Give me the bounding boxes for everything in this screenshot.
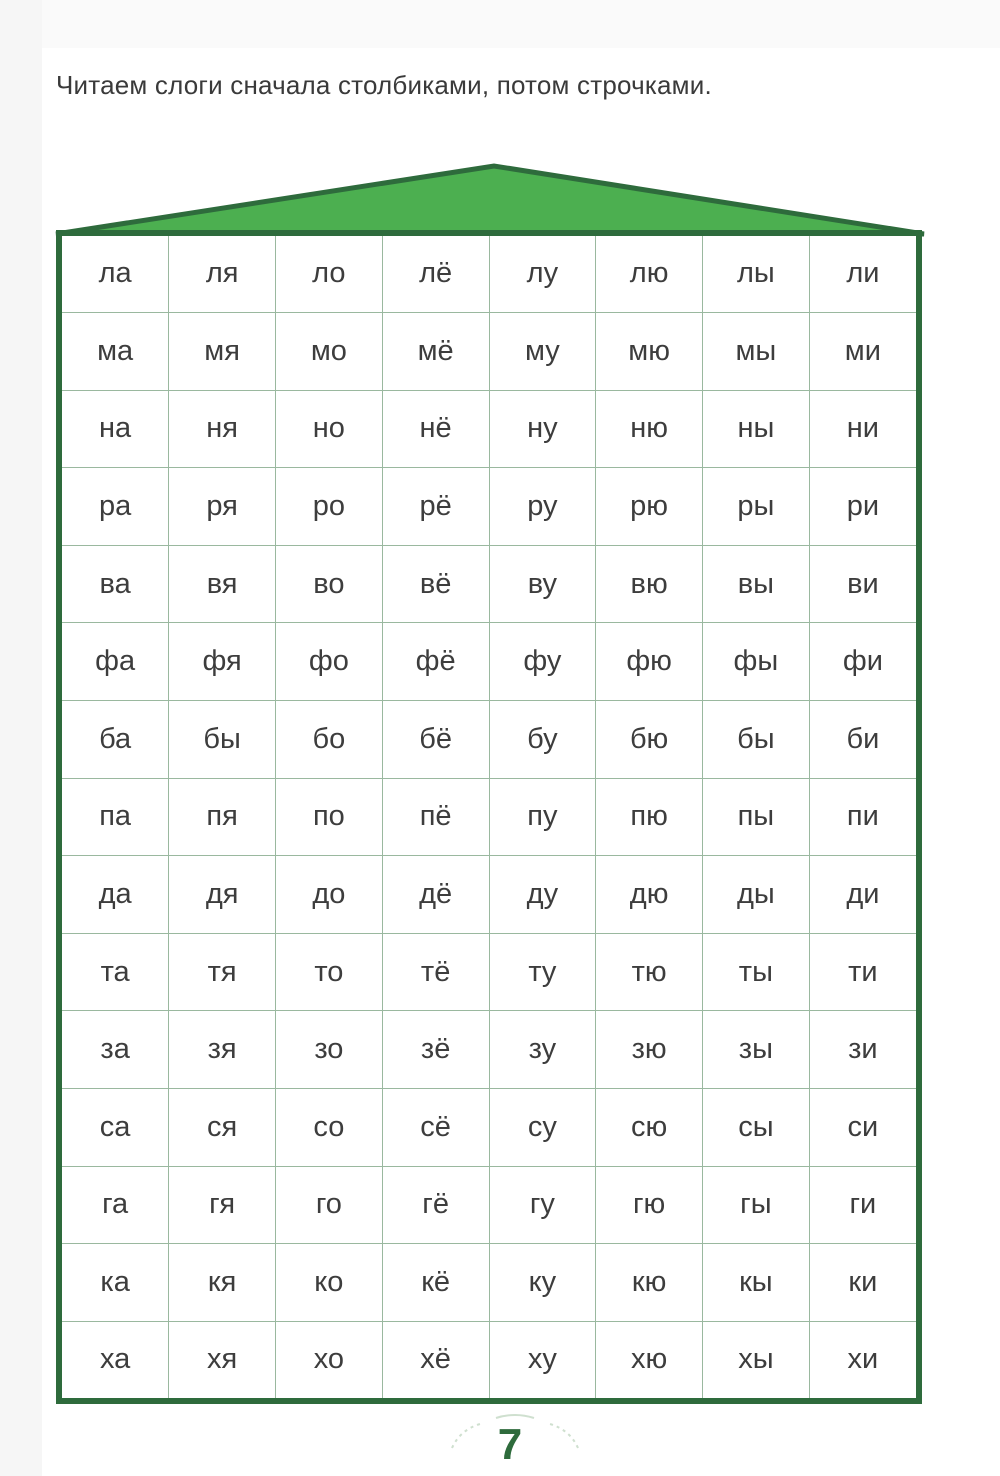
- syllable-cell: пи: [809, 778, 916, 856]
- syllable-cell: на: [62, 390, 169, 468]
- syllable-cell: хя: [169, 1321, 276, 1398]
- syllable-cell: ри: [809, 468, 916, 546]
- page-number: 7: [497, 1420, 523, 1469]
- syllable-cell: со: [276, 1089, 383, 1167]
- syllable-cell: гё: [382, 1166, 489, 1244]
- syllable-cell: фи: [809, 623, 916, 701]
- page-left-margin: [0, 0, 42, 1476]
- syllable-cell: мё: [382, 312, 489, 390]
- syllable-row: [62, 1321, 916, 1398]
- syllable-cell: пу: [489, 778, 596, 856]
- syllable-cell: дя: [169, 856, 276, 934]
- syllable-cell: да: [62, 856, 169, 934]
- syllable-row: [62, 856, 916, 934]
- syllable-cell: кя: [169, 1244, 276, 1322]
- syllable-cell: ся: [169, 1089, 276, 1167]
- syllable-cell: рю: [596, 468, 703, 546]
- syllable-cell: ря: [169, 468, 276, 546]
- syllable-cell: лю: [596, 236, 703, 312]
- syllable-cell: ту: [489, 933, 596, 1011]
- syllable-cell: за: [62, 1011, 169, 1089]
- syllable-cell: зо: [276, 1011, 383, 1089]
- syllable-cell: ню: [596, 390, 703, 468]
- syllable-cell: ды: [703, 856, 810, 934]
- syllable-cell: ры: [703, 468, 810, 546]
- syllable-cell: ки: [809, 1244, 916, 1322]
- syllable-row: [62, 1011, 916, 1089]
- syllable-cell: гя: [169, 1166, 276, 1244]
- syllable-cell: ня: [169, 390, 276, 468]
- syllable-cell: ро: [276, 468, 383, 546]
- syllable-cell: бы: [169, 701, 276, 779]
- instruction-text: Читаем слоги сначала столбиками, потом строчками.: [56, 70, 712, 100]
- syllable-cell: ви: [809, 545, 916, 623]
- syllable-cell: го: [276, 1166, 383, 1244]
- syllable-house: [56, 230, 922, 1404]
- syllable-cell: ги: [809, 1166, 916, 1244]
- syllable-cell: хо: [276, 1321, 383, 1398]
- syllable-cell: хи: [809, 1321, 916, 1398]
- syllable-cell: су: [489, 1089, 596, 1167]
- syllable-cell: пю: [596, 778, 703, 856]
- syllable-row: [62, 778, 916, 856]
- syllable-cell: ка: [62, 1244, 169, 1322]
- syllable-cell: тю: [596, 933, 703, 1011]
- syllable-cell: пы: [703, 778, 810, 856]
- syllable-row: [62, 312, 916, 390]
- syllable-cell: ни: [809, 390, 916, 468]
- syllable-row: [62, 390, 916, 468]
- syllable-cell: лё: [382, 236, 489, 312]
- syllable-cell: то: [276, 933, 383, 1011]
- syllable-cell: кы: [703, 1244, 810, 1322]
- syllable-cell: ху: [489, 1321, 596, 1398]
- syllable-cell: ми: [809, 312, 916, 390]
- syllable-cell: но: [276, 390, 383, 468]
- syllable-cell: гы: [703, 1166, 810, 1244]
- syllable-cell: по: [276, 778, 383, 856]
- syllable-cell: дё: [382, 856, 489, 934]
- syllable-cell: кё: [382, 1244, 489, 1322]
- syllable-cell: та: [62, 933, 169, 1011]
- syllable-cell: пя: [169, 778, 276, 856]
- syllable-cell: са: [62, 1089, 169, 1167]
- syllable-cell: тё: [382, 933, 489, 1011]
- syllable-cell: ва: [62, 545, 169, 623]
- syllable-cell: ру: [489, 468, 596, 546]
- syllable-cell: фы: [703, 623, 810, 701]
- syllable-cell: би: [809, 701, 916, 779]
- syllable-row: [62, 545, 916, 623]
- house-roof: [52, 160, 928, 240]
- syllable-cell: зу: [489, 1011, 596, 1089]
- syllable-cell: зя: [169, 1011, 276, 1089]
- syllable-cell: сё: [382, 1089, 489, 1167]
- syllable-cell: ля: [169, 236, 276, 312]
- syllable-cell: бу: [489, 701, 596, 779]
- syllable-cell: гу: [489, 1166, 596, 1244]
- syllable-cell: кю: [596, 1244, 703, 1322]
- syllable-cell: фу: [489, 623, 596, 701]
- syllable-cell: ха: [62, 1321, 169, 1398]
- syllable-cell: си: [809, 1089, 916, 1167]
- syllable-cell: зё: [382, 1011, 489, 1089]
- syllable-cell: мы: [703, 312, 810, 390]
- syllable-row: [62, 701, 916, 779]
- syllable-cell: вя: [169, 545, 276, 623]
- syllable-cell: ра: [62, 468, 169, 546]
- syllable-cell: па: [62, 778, 169, 856]
- syllable-cell: ны: [703, 390, 810, 468]
- syllable-cell: мя: [169, 312, 276, 390]
- syllable-cell: дю: [596, 856, 703, 934]
- syllable-cell: хы: [703, 1321, 810, 1398]
- syllable-cell: бы: [703, 701, 810, 779]
- syllable-cell: фо: [276, 623, 383, 701]
- syllable-cell: гю: [596, 1166, 703, 1244]
- syllable-cell: ну: [489, 390, 596, 468]
- syllable-cell: ку: [489, 1244, 596, 1322]
- syllable-cell: фя: [169, 623, 276, 701]
- syllable-cell: ло: [276, 236, 383, 312]
- syllable-row: [62, 933, 916, 1011]
- syllable-cell: во: [276, 545, 383, 623]
- syllable-cell: бо: [276, 701, 383, 779]
- syllable-cell: нё: [382, 390, 489, 468]
- syllable-cell: фё: [382, 623, 489, 701]
- syllable-cell: му: [489, 312, 596, 390]
- syllable-cell: зю: [596, 1011, 703, 1089]
- syllable-cell: фа: [62, 623, 169, 701]
- syllable-cell: пё: [382, 778, 489, 856]
- page-top-margin: [0, 0, 1000, 48]
- syllable-cell: мю: [596, 312, 703, 390]
- syllable-cell: зи: [809, 1011, 916, 1089]
- syllable-cell: ли: [809, 236, 916, 312]
- syllable-cell: ко: [276, 1244, 383, 1322]
- syllable-cell: вы: [703, 545, 810, 623]
- syllable-row: [62, 1244, 916, 1322]
- syllable-row: [62, 1089, 916, 1167]
- syllable-cell: ты: [703, 933, 810, 1011]
- syllable-row: [62, 1166, 916, 1244]
- syllable-cell: хю: [596, 1321, 703, 1398]
- syllable-cell: вю: [596, 545, 703, 623]
- syllable-cell: ба: [62, 701, 169, 779]
- syllable-cell: бю: [596, 701, 703, 779]
- syllable-row: [62, 236, 916, 312]
- syllable-cell: фю: [596, 623, 703, 701]
- syllable-cell: мо: [276, 312, 383, 390]
- syllable-row: [62, 623, 916, 701]
- syllable-cell: лу: [489, 236, 596, 312]
- syllable-cell: сю: [596, 1089, 703, 1167]
- syllable-cell: га: [62, 1166, 169, 1244]
- syllable-cell: сы: [703, 1089, 810, 1167]
- syllable-cell: ди: [809, 856, 916, 934]
- syllable-cell: ла: [62, 236, 169, 312]
- syllable-cell: зы: [703, 1011, 810, 1089]
- syllable-cell: хё: [382, 1321, 489, 1398]
- syllable-cell: до: [276, 856, 383, 934]
- syllable-cell: ма: [62, 312, 169, 390]
- syllable-table: [62, 236, 916, 1398]
- syllable-cell: тя: [169, 933, 276, 1011]
- syllable-cell: бё: [382, 701, 489, 779]
- syllable-row: [62, 468, 916, 546]
- syllable-cell: ву: [489, 545, 596, 623]
- syllable-cell: ти: [809, 933, 916, 1011]
- syllable-cell: ду: [489, 856, 596, 934]
- syllable-cell: лы: [703, 236, 810, 312]
- syllable-cell: вё: [382, 545, 489, 623]
- syllable-cell: рё: [382, 468, 489, 546]
